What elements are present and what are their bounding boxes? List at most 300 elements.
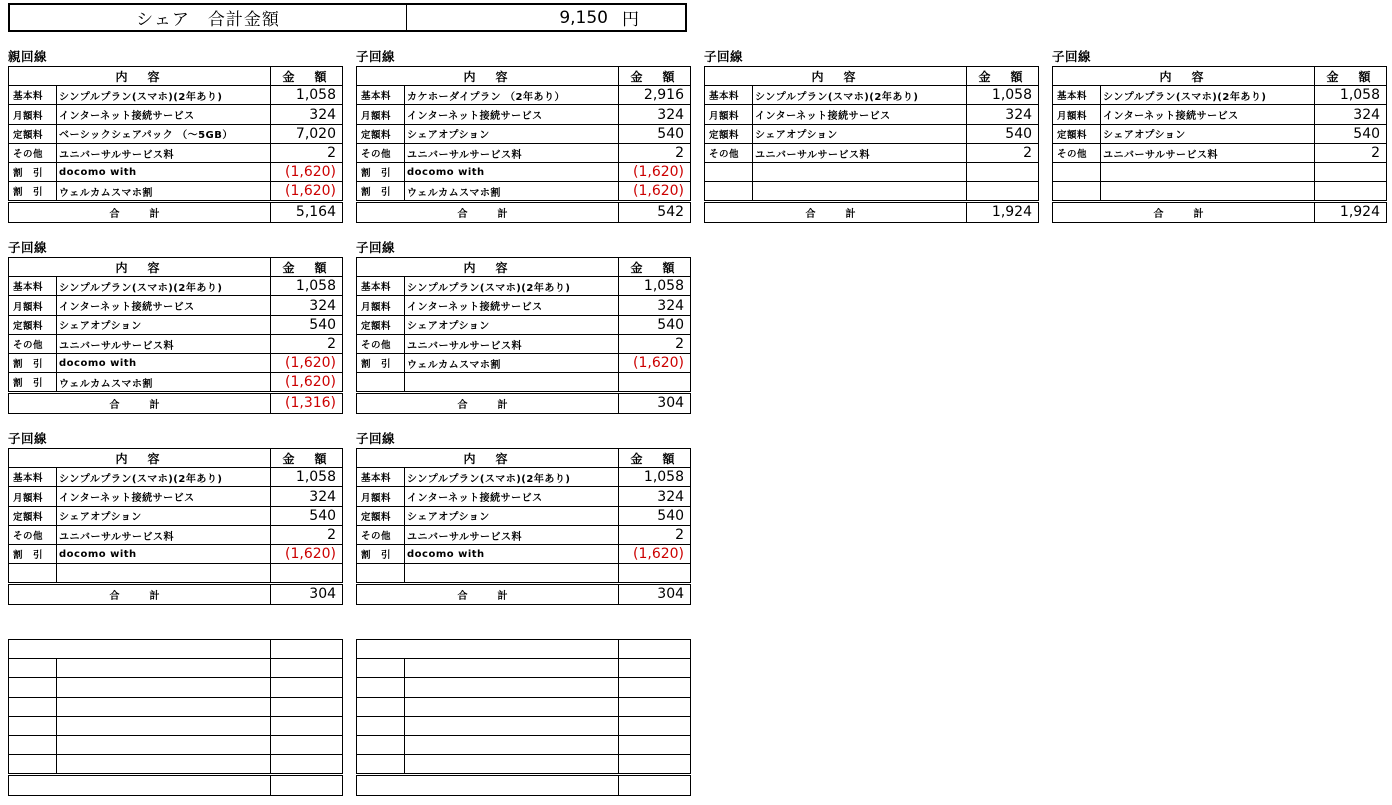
row-category: 割 引 — [357, 182, 405, 201]
header-content: 内 容 — [705, 67, 967, 86]
line-label: 子回線 — [1052, 49, 1092, 64]
row-item: ユニバーサルサービス料 — [753, 143, 967, 162]
row-item — [1101, 182, 1315, 201]
total-label: 合 計 — [357, 201, 619, 222]
table-row — [357, 86, 691, 105]
row-item: シェアオプション — [405, 506, 619, 525]
row-amount: 324 — [619, 105, 691, 124]
table-row — [357, 487, 691, 506]
line-label: 子回線 — [8, 240, 48, 255]
row-amount — [271, 716, 343, 735]
row-item — [405, 697, 619, 716]
row-category: その他 — [9, 525, 57, 544]
row-amount: (1,620) — [271, 354, 343, 373]
total-label: 合 計 — [357, 583, 619, 604]
table-row — [705, 182, 1039, 201]
line-table — [356, 448, 691, 605]
row-category: 基本料 — [9, 277, 57, 296]
table-row — [357, 659, 691, 678]
table-row — [9, 182, 343, 201]
table-row — [1053, 124, 1387, 143]
row-item — [405, 755, 619, 774]
row-amount: 2 — [967, 143, 1039, 162]
row-item — [405, 373, 619, 392]
row-category: 基本料 — [705, 86, 753, 105]
total-amount: (1,316) — [271, 392, 343, 413]
row-category: 定額料 — [9, 506, 57, 525]
row-item: シェアオプション — [57, 506, 271, 525]
total-label: 合 計 — [9, 392, 271, 413]
share-total-summary — [8, 3, 687, 32]
row-category: 基本料 — [1053, 86, 1101, 105]
header-amount — [271, 640, 343, 659]
row-item: ユニバーサルサービス料 — [57, 334, 271, 353]
table-row — [357, 354, 691, 373]
row-item: シェアオプション — [753, 124, 967, 143]
table-row — [357, 736, 691, 755]
table-row — [357, 277, 691, 296]
line-label: 子回線 — [356, 49, 396, 64]
row-category: その他 — [9, 143, 57, 162]
row-category: 月額料 — [357, 487, 405, 506]
table-row — [1053, 143, 1387, 162]
row-item: ユニバーサルサービス料 — [405, 143, 619, 162]
row-amount — [271, 755, 343, 774]
row-item — [57, 659, 271, 678]
row-category — [9, 564, 57, 583]
table-row — [357, 163, 691, 182]
row-amount — [271, 697, 343, 716]
row-item — [405, 716, 619, 735]
table-row — [1053, 105, 1387, 124]
row-amount — [619, 373, 691, 392]
summary-title: シェア 合計金額 — [10, 5, 407, 30]
table-row — [705, 86, 1039, 105]
row-category: 月額料 — [357, 105, 405, 124]
row-amount: 540 — [619, 124, 691, 143]
total-label — [357, 774, 619, 795]
row-amount: (1,620) — [271, 182, 343, 201]
row-category: その他 — [357, 525, 405, 544]
header-amount: 金 額 — [1315, 67, 1387, 86]
row-item: docomo with — [405, 163, 619, 182]
line-label: 子回線 — [8, 431, 48, 446]
header-content: 内 容 — [1053, 67, 1315, 86]
table-row — [1053, 86, 1387, 105]
row-item — [57, 697, 271, 716]
table-row — [1053, 163, 1387, 182]
total-label: 合 計 — [357, 392, 619, 413]
row-item: シェアオプション — [405, 315, 619, 334]
row-amount: (1,620) — [619, 163, 691, 182]
row-category — [9, 659, 57, 678]
table-row — [9, 334, 343, 353]
row-category: その他 — [1053, 143, 1101, 162]
row-category: 基本料 — [9, 86, 57, 105]
row-amount: 324 — [271, 105, 343, 124]
table-row — [9, 124, 343, 143]
table-row — [9, 678, 343, 697]
row-category — [357, 659, 405, 678]
row-amount — [619, 736, 691, 755]
table-row — [357, 525, 691, 544]
row-category: 基本料 — [357, 86, 405, 105]
summary-amount-cell — [407, 5, 685, 30]
row-amount: 2 — [271, 143, 343, 162]
header-amount — [619, 640, 691, 659]
header-amount: 金 額 — [967, 67, 1039, 86]
header-amount: 金 額 — [271, 449, 343, 468]
row-amount: 540 — [619, 506, 691, 525]
row-item: シンプルプラン(スマホ)(2年あり) — [57, 86, 271, 105]
row-item — [405, 564, 619, 583]
row-category: 定額料 — [357, 506, 405, 525]
row-amount — [619, 659, 691, 678]
total-amount: 304 — [271, 583, 343, 604]
row-category — [357, 736, 405, 755]
row-category — [9, 755, 57, 774]
total-amount: 1,924 — [967, 201, 1039, 222]
row-category — [357, 716, 405, 735]
row-item — [405, 678, 619, 697]
row-category — [1053, 163, 1101, 182]
row-amount: (1,620) — [619, 545, 691, 564]
row-item — [57, 755, 271, 774]
table-row — [9, 143, 343, 162]
table-row — [357, 315, 691, 334]
row-amount: 540 — [967, 124, 1039, 143]
row-item — [405, 736, 619, 755]
row-item: シェアオプション — [1101, 124, 1315, 143]
row-amount: 2 — [619, 525, 691, 544]
table-row — [9, 545, 343, 564]
table-row — [9, 354, 343, 373]
table-row — [9, 525, 343, 544]
row-amount: 7,020 — [271, 124, 343, 143]
row-amount: 1,058 — [271, 468, 343, 487]
table-row — [357, 545, 691, 564]
table-row — [9, 564, 343, 583]
table-row — [357, 296, 691, 315]
header-content: 内 容 — [9, 449, 271, 468]
total-amount: 5,164 — [271, 201, 343, 222]
table-row — [705, 143, 1039, 162]
row-category: 定額料 — [9, 315, 57, 334]
row-amount: 324 — [1315, 105, 1387, 124]
row-amount — [619, 716, 691, 735]
row-amount: 540 — [1315, 124, 1387, 143]
row-amount — [1315, 163, 1387, 182]
row-category — [357, 697, 405, 716]
line-table — [704, 66, 1039, 223]
row-amount: 324 — [271, 296, 343, 315]
table-row — [9, 315, 343, 334]
total-amount: 304 — [619, 583, 691, 604]
header-amount: 金 額 — [271, 67, 343, 86]
row-item — [753, 163, 967, 182]
row-amount: 2,916 — [619, 86, 691, 105]
table-row — [9, 716, 343, 735]
row-amount: 540 — [271, 506, 343, 525]
row-amount: (1,620) — [619, 354, 691, 373]
row-category: 基本料 — [357, 277, 405, 296]
table-row — [9, 697, 343, 716]
row-item: インターネット接続サービス — [1101, 105, 1315, 124]
row-item: ウェルカムスマホ割 — [57, 182, 271, 201]
row-amount: 1,058 — [271, 86, 343, 105]
header-content — [9, 640, 271, 659]
row-category — [357, 373, 405, 392]
row-category: その他 — [705, 143, 753, 162]
row-category: 割 引 — [357, 354, 405, 373]
row-category: 基本料 — [9, 468, 57, 487]
row-item: インターネット接続サービス — [405, 487, 619, 506]
row-category: 割 引 — [9, 354, 57, 373]
row-item: ベーシックシェアパック （～5GB） — [57, 124, 271, 143]
line-table — [8, 257, 343, 414]
header-content: 内 容 — [357, 258, 619, 277]
row-category: その他 — [357, 143, 405, 162]
row-category: 月額料 — [357, 296, 405, 315]
row-category: 月額料 — [9, 105, 57, 124]
table-row — [9, 296, 343, 315]
row-amount: 2 — [271, 525, 343, 544]
row-category — [705, 182, 753, 201]
table-row — [705, 163, 1039, 182]
summary-amount: 9,150 — [559, 7, 608, 28]
row-amount: 324 — [271, 487, 343, 506]
row-category: 割 引 — [9, 163, 57, 182]
line-table — [8, 639, 343, 796]
row-item: docomo with — [57, 354, 271, 373]
table-row — [9, 468, 343, 487]
row-item: ユニバーサルサービス料 — [405, 525, 619, 544]
row-item — [405, 659, 619, 678]
row-item: インターネット接続サービス — [405, 105, 619, 124]
row-amount — [619, 697, 691, 716]
table-row — [357, 716, 691, 735]
total-amount — [619, 774, 691, 795]
table-row — [357, 124, 691, 143]
row-amount — [967, 182, 1039, 201]
row-amount — [1315, 182, 1387, 201]
table-row — [9, 105, 343, 124]
line-table — [8, 448, 343, 605]
header-amount: 金 額 — [619, 258, 691, 277]
table-row — [9, 163, 343, 182]
row-amount — [271, 564, 343, 583]
row-category: その他 — [9, 334, 57, 353]
row-item — [57, 716, 271, 735]
row-amount: 324 — [967, 105, 1039, 124]
row-amount: 324 — [619, 487, 691, 506]
row-category: 定額料 — [9, 124, 57, 143]
table-row — [705, 124, 1039, 143]
table-row — [357, 697, 691, 716]
header-amount: 金 額 — [619, 449, 691, 468]
row-category: 月額料 — [705, 105, 753, 124]
row-item: docomo with — [57, 545, 271, 564]
row-item: インターネット接続サービス — [405, 296, 619, 315]
row-item: インターネット接続サービス — [753, 105, 967, 124]
header-content: 内 容 — [357, 67, 619, 86]
total-label: 合 計 — [1053, 201, 1315, 222]
line-table — [356, 66, 691, 223]
table-row — [357, 755, 691, 774]
row-item: シンプルプラン(スマホ)(2年あり) — [405, 468, 619, 487]
row-category: 基本料 — [357, 468, 405, 487]
row-item: シンプルプラン(スマホ)(2年あり) — [57, 277, 271, 296]
row-item: シェアオプション — [405, 124, 619, 143]
total-label: 合 計 — [705, 201, 967, 222]
row-item — [57, 564, 271, 583]
row-amount: (1,620) — [271, 545, 343, 564]
table-row — [9, 506, 343, 525]
total-amount: 1,924 — [1315, 201, 1387, 222]
row-amount — [619, 564, 691, 583]
row-category — [705, 163, 753, 182]
row-category — [357, 678, 405, 697]
row-item: シンプルプラン(スマホ)(2年あり) — [1101, 86, 1315, 105]
row-amount — [271, 659, 343, 678]
row-amount: (1,620) — [271, 163, 343, 182]
total-amount — [271, 774, 343, 795]
row-amount: 2 — [619, 143, 691, 162]
row-category: 定額料 — [357, 124, 405, 143]
row-category: その他 — [357, 334, 405, 353]
row-item: ウェルカムスマホ割 — [405, 182, 619, 201]
header-content: 内 容 — [9, 258, 271, 277]
row-category — [9, 716, 57, 735]
table-row — [9, 86, 343, 105]
table-row — [705, 105, 1039, 124]
row-amount: 2 — [1315, 143, 1387, 162]
line-table — [356, 257, 691, 414]
header-content: 内 容 — [357, 449, 619, 468]
total-label: 合 計 — [9, 201, 271, 222]
total-amount: 542 — [619, 201, 691, 222]
table-row — [357, 468, 691, 487]
total-label — [9, 774, 271, 795]
row-category — [357, 564, 405, 583]
line-table — [1052, 66, 1387, 223]
row-item: シンプルプラン(スマホ)(2年あり) — [405, 277, 619, 296]
row-item: シェアオプション — [57, 315, 271, 334]
table-row — [357, 373, 691, 392]
row-amount — [271, 736, 343, 755]
header-amount: 金 額 — [619, 67, 691, 86]
table-row — [9, 755, 343, 774]
row-item — [57, 678, 271, 697]
row-category — [9, 697, 57, 716]
line-table — [8, 66, 343, 223]
table-row — [9, 277, 343, 296]
row-category: 定額料 — [357, 315, 405, 334]
header-content: 内 容 — [9, 67, 271, 86]
line-label: 子回線 — [356, 431, 396, 446]
row-amount: 1,058 — [619, 468, 691, 487]
row-amount: 540 — [619, 315, 691, 334]
table-row — [357, 105, 691, 124]
row-category: 割 引 — [9, 545, 57, 564]
row-category: 定額料 — [705, 124, 753, 143]
table-row — [1053, 182, 1387, 201]
row-item — [57, 736, 271, 755]
table-row — [9, 659, 343, 678]
row-item: ユニバーサルサービス料 — [57, 525, 271, 544]
row-item — [1101, 163, 1315, 182]
table-row — [357, 182, 691, 201]
row-category: 定額料 — [1053, 124, 1101, 143]
row-item: ユニバーサルサービス料 — [405, 334, 619, 353]
row-category: 割 引 — [357, 545, 405, 564]
row-amount — [271, 678, 343, 697]
row-item: インターネット接続サービス — [57, 487, 271, 506]
row-item: docomo with — [405, 545, 619, 564]
row-amount — [967, 163, 1039, 182]
line-label: 親回線 — [8, 49, 48, 64]
row-amount: 324 — [619, 296, 691, 315]
row-category: 割 引 — [9, 182, 57, 201]
row-item: カケホーダイプラン （2年あり） — [405, 86, 619, 105]
table-row — [357, 678, 691, 697]
total-amount: 304 — [619, 392, 691, 413]
row-amount: (1,620) — [619, 182, 691, 201]
row-item: シンプルプラン(スマホ)(2年あり) — [57, 468, 271, 487]
row-item: docomo with — [57, 163, 271, 182]
line-label: 子回線 — [356, 240, 396, 255]
row-amount: 1,058 — [1315, 86, 1387, 105]
row-category — [1053, 182, 1101, 201]
line-label: 子回線 — [704, 49, 744, 64]
row-amount: 2 — [619, 334, 691, 353]
row-amount — [619, 678, 691, 697]
table-row — [9, 373, 343, 392]
row-category: 割 引 — [9, 373, 57, 392]
row-item: ユニバーサルサービス料 — [57, 143, 271, 162]
row-amount — [619, 755, 691, 774]
row-category — [357, 755, 405, 774]
row-item — [753, 182, 967, 201]
row-item: ユニバーサルサービス料 — [1101, 143, 1315, 162]
row-item: ウェルカムスマホ割 — [57, 373, 271, 392]
row-category — [9, 736, 57, 755]
row-item: シンプルプラン(スマホ)(2年あり) — [753, 86, 967, 105]
table-row — [9, 736, 343, 755]
row-item: インターネット接続サービス — [57, 105, 271, 124]
row-amount: 540 — [271, 315, 343, 334]
summary-unit: 円 — [622, 10, 639, 30]
row-amount: 1,058 — [271, 277, 343, 296]
row-category: 割 引 — [357, 163, 405, 182]
row-amount: 1,058 — [619, 277, 691, 296]
row-item: ウェルカムスマホ割 — [405, 354, 619, 373]
table-row — [357, 564, 691, 583]
row-category: 月額料 — [9, 487, 57, 506]
total-label: 合 計 — [9, 583, 271, 604]
row-category: 月額料 — [1053, 105, 1101, 124]
row-category: 月額料 — [9, 296, 57, 315]
table-row — [9, 487, 343, 506]
header-content — [357, 640, 619, 659]
row-amount: (1,620) — [271, 373, 343, 392]
row-amount: 1,058 — [967, 86, 1039, 105]
table-row — [357, 506, 691, 525]
row-category — [9, 678, 57, 697]
table-row — [357, 334, 691, 353]
line-table — [356, 639, 691, 796]
row-item: インターネット接続サービス — [57, 296, 271, 315]
